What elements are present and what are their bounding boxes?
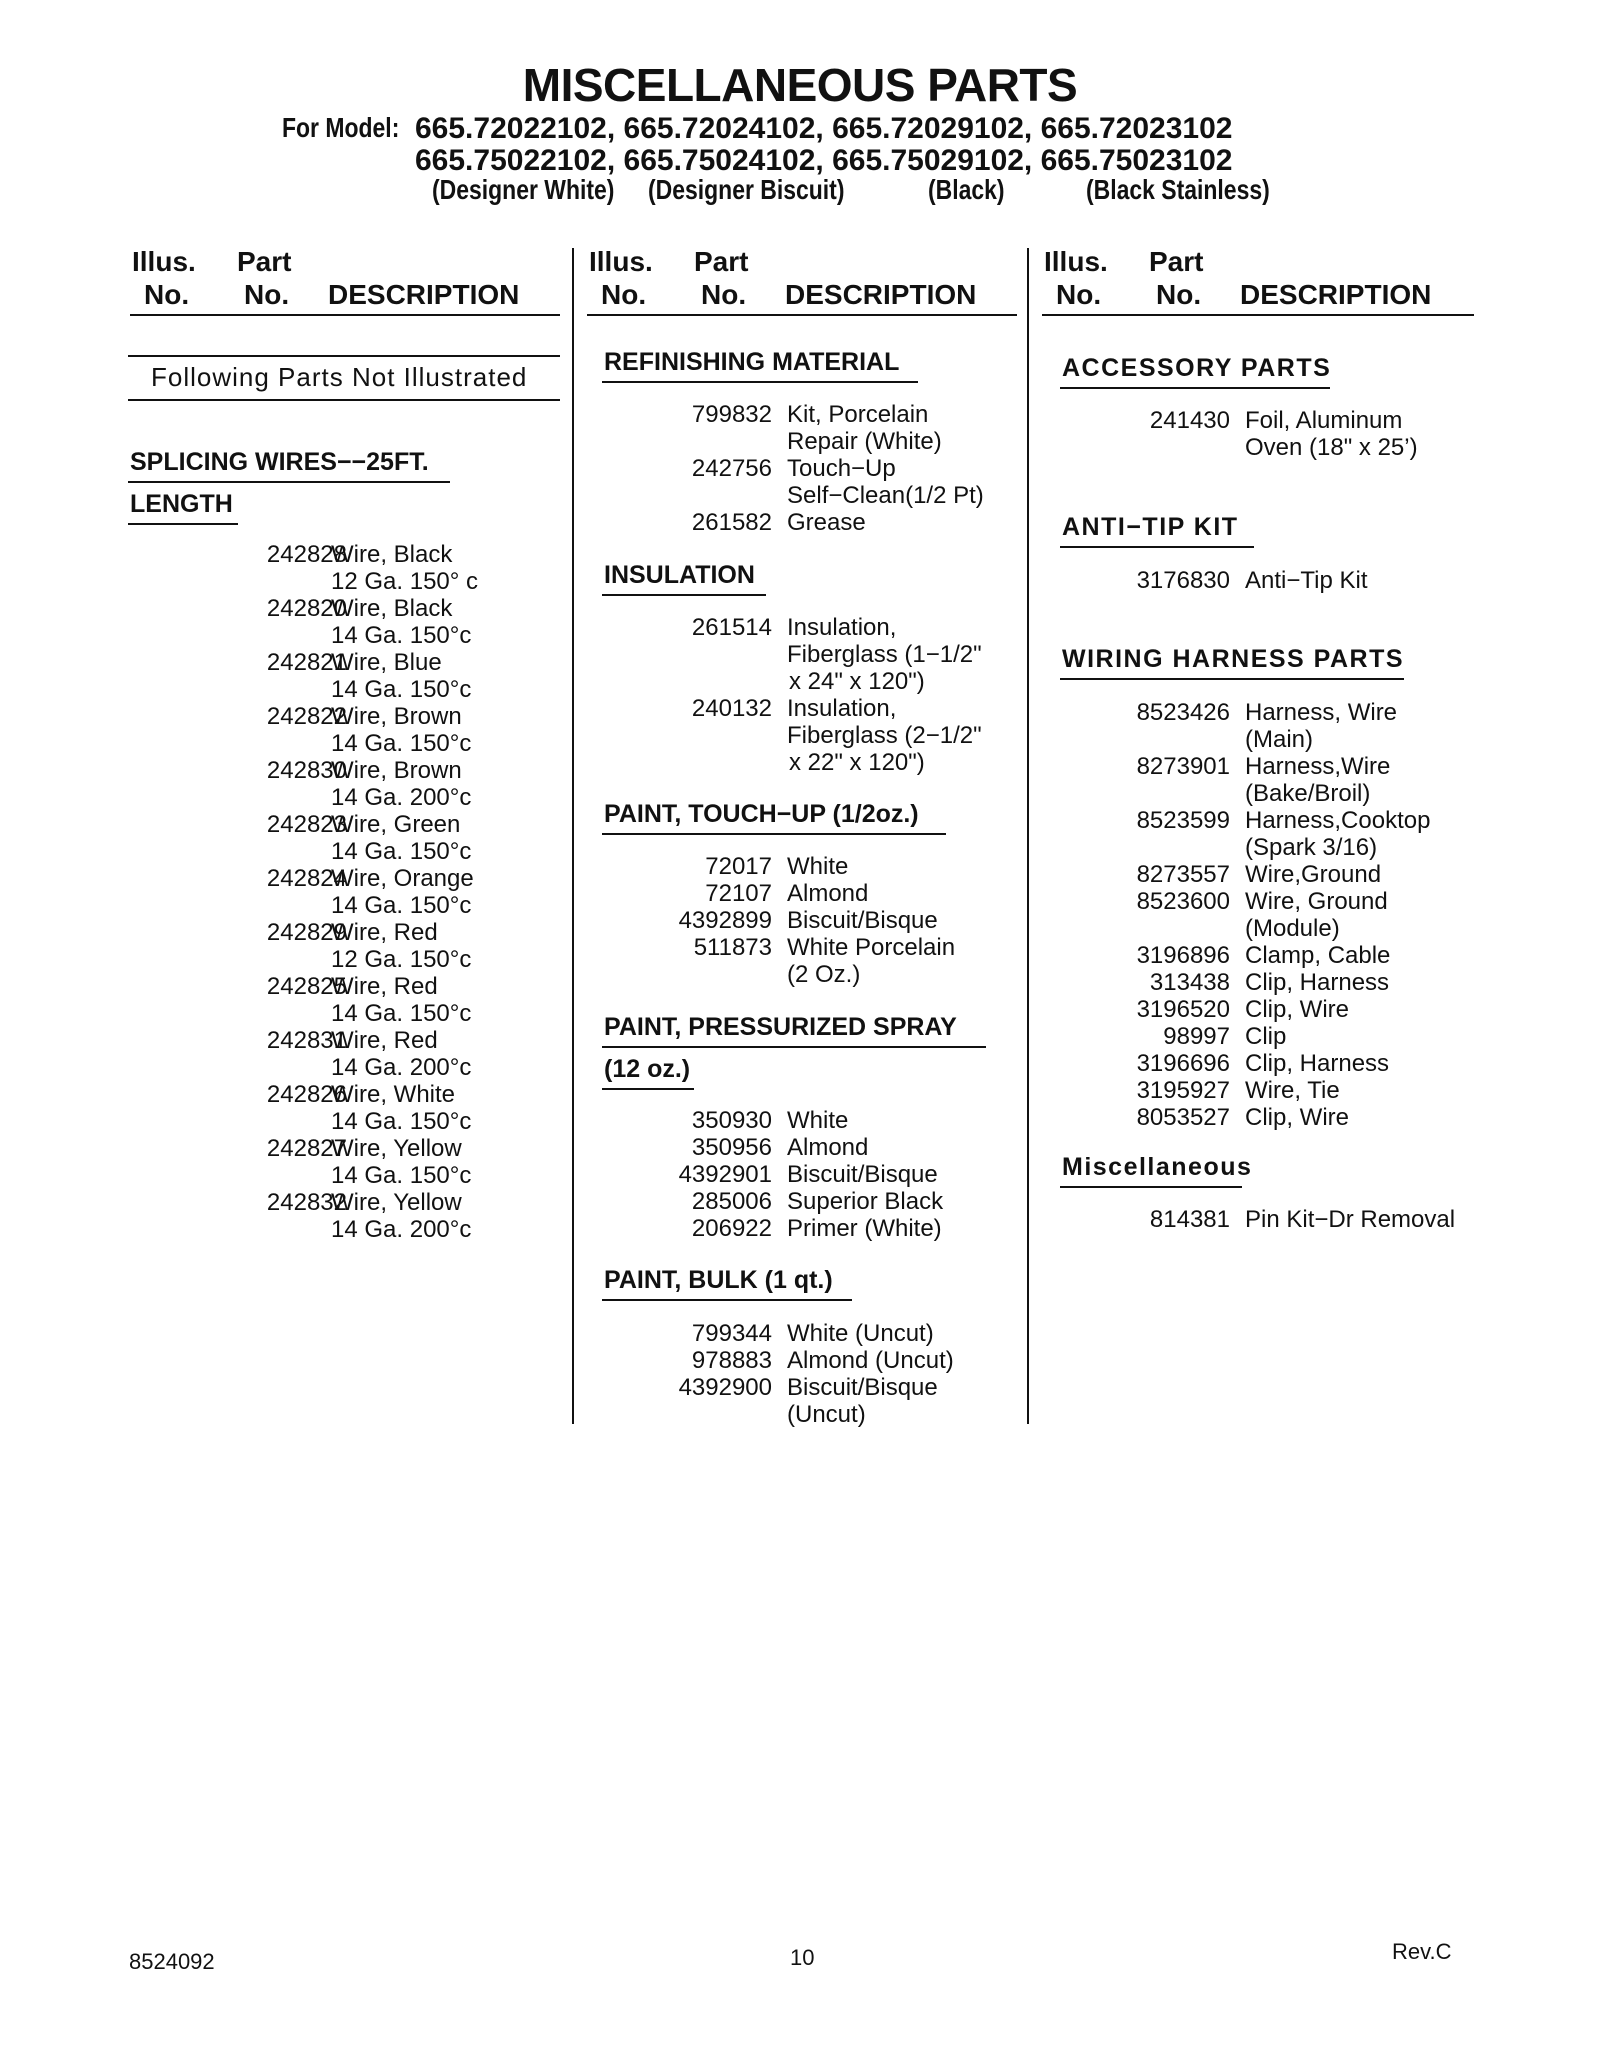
- part-description: Clip, Harness: [1245, 1050, 1390, 1077]
- part-description: Almond (Uncut): [787, 1347, 954, 1374]
- part-description: 14 Ga. 150°c: [331, 1108, 472, 1135]
- section-title: LENGTH: [130, 490, 233, 518]
- part-header: Part: [694, 246, 749, 277]
- section-title: WIRING HARNESS PARTS: [1062, 645, 1405, 673]
- part-description: Repair (White): [787, 428, 942, 455]
- part-number: 3196696: [1136, 1050, 1230, 1077]
- part-description: Wire, Blue: [331, 649, 442, 676]
- document-number: 8524092: [129, 1949, 215, 1974]
- part-number: 261582: [691, 509, 772, 536]
- part-number: 98997: [1163, 1023, 1230, 1050]
- column-divider: [572, 248, 574, 1424]
- part-number: 242831: [266, 1027, 347, 1054]
- header-rule: [1042, 314, 1474, 316]
- part-number: 4392900: [678, 1374, 772, 1401]
- model-list-line-1: 665.72022102, 665.72024102, 665.72029102, 665.72023102: [415, 112, 1233, 145]
- part-number: 350930: [691, 1107, 772, 1134]
- section-rule: [128, 523, 238, 525]
- part-description: 14 Ga. 150°c: [331, 1162, 472, 1189]
- finish-black-stainless: (Black Stainless): [1086, 174, 1270, 205]
- part-header: No.: [1156, 279, 1202, 310]
- part-number: 242820: [266, 595, 347, 622]
- section-rule: [602, 381, 918, 383]
- part-description: 14 Ga. 150°c: [331, 838, 472, 865]
- part-description: Wire, Ground: [1245, 888, 1388, 915]
- part-description: Insulation,: [787, 695, 897, 722]
- part-description: x 24" x 120"): [789, 668, 925, 695]
- part-description: 14 Ga. 150°c: [331, 730, 472, 757]
- section-title: PAINT, TOUCH−UP (1/2oz.): [604, 800, 919, 828]
- section-title: Miscellaneous: [1062, 1153, 1253, 1181]
- description-header: DESCRIPTION: [785, 279, 977, 310]
- part-description: Anti−Tip Kit: [1245, 567, 1368, 594]
- part-number: 350956: [691, 1134, 772, 1161]
- part-description: Wire, White: [331, 1081, 456, 1108]
- part-header: Part: [237, 246, 292, 277]
- column-divider: [1027, 248, 1029, 1424]
- section-rule: [1060, 678, 1404, 680]
- finish-designer-biscuit: (Designer Biscuit): [648, 174, 845, 205]
- part-description: Foil, Aluminum: [1245, 407, 1403, 434]
- part-number: 240132: [691, 695, 772, 722]
- section-rule: [128, 481, 450, 483]
- part-description: 14 Ga. 150°c: [331, 676, 472, 703]
- part-number: 242824: [266, 865, 347, 892]
- part-number: 241430: [1149, 407, 1230, 434]
- illus-header: No.: [144, 279, 190, 310]
- part-number: 8523599: [1136, 807, 1230, 834]
- finish-black: (Black): [928, 174, 1005, 205]
- part-number: 8273901: [1136, 753, 1230, 780]
- part-header: No.: [701, 279, 747, 310]
- part-description: Almond: [787, 880, 869, 907]
- part-description: Harness,Wire: [1245, 753, 1391, 780]
- part-description: 12 Ga. 150° c: [331, 568, 479, 595]
- section-title: REFINISHING MATERIAL: [604, 348, 900, 376]
- part-description: Clip, Wire: [1245, 996, 1350, 1023]
- part-description: (Bake/Broil): [1245, 780, 1371, 807]
- section-rule: [602, 1088, 694, 1090]
- section-rule: [128, 399, 560, 401]
- part-description: x 22" x 120"): [789, 749, 925, 776]
- part-description: Wire, Brown: [331, 757, 462, 784]
- part-description: 14 Ga. 200°c: [331, 1216, 472, 1243]
- part-description: (Module): [1245, 915, 1340, 942]
- section-title: ACCESSORY PARTS: [1062, 354, 1332, 382]
- part-description: Superior Black: [787, 1188, 944, 1215]
- section-rule: [602, 594, 766, 596]
- part-description: Fiberglass (1−1/2": [787, 641, 982, 668]
- part-description: Harness, Wire: [1245, 699, 1398, 726]
- part-number: 4392899: [678, 907, 772, 934]
- illus-header: Illus.: [132, 246, 196, 277]
- revision: Rev.C: [1392, 1939, 1452, 1964]
- part-description: (Uncut): [787, 1401, 866, 1428]
- part-description: Insulation,: [787, 614, 897, 641]
- part-number: 3196520: [1136, 996, 1230, 1023]
- part-description: Wire, Green: [331, 811, 461, 838]
- section-rule: [128, 355, 560, 357]
- part-number: 242823: [266, 811, 347, 838]
- part-description: Clip, Wire: [1245, 1104, 1350, 1131]
- section-title: PAINT, BULK (1 qt.): [604, 1266, 833, 1294]
- part-number: 72017: [705, 853, 772, 880]
- illus-header: No.: [601, 279, 647, 310]
- description-header: DESCRIPTION: [1240, 279, 1432, 310]
- section-rule: [1060, 387, 1330, 389]
- part-number: 8273557: [1136, 861, 1230, 888]
- part-number: 799832: [691, 401, 772, 428]
- part-number: 3195927: [1136, 1077, 1230, 1104]
- part-number: 242829: [266, 919, 347, 946]
- part-description: Wire, Brown: [331, 703, 462, 730]
- part-description: (Main): [1245, 726, 1314, 753]
- part-description: Pin Kit−Dr Removal: [1245, 1206, 1456, 1233]
- part-description: Biscuit/Bisque: [787, 1161, 938, 1188]
- finish-designer-white: (Designer White): [432, 174, 615, 205]
- illus-header: No.: [1056, 279, 1102, 310]
- part-description: Wire, Tie: [1245, 1077, 1340, 1104]
- header-rule: [587, 314, 1017, 316]
- section-title: (12 oz.): [604, 1055, 691, 1083]
- part-description: (2 Oz.): [787, 961, 861, 988]
- part-description: Wire, Red: [331, 973, 438, 1000]
- part-number: 242830: [266, 757, 347, 784]
- illus-header: Illus.: [1044, 246, 1108, 277]
- part-description: Wire,Ground: [1245, 861, 1382, 888]
- part-number: 242822: [266, 703, 347, 730]
- part-number: 242832: [266, 1189, 347, 1216]
- part-description: Wire, Yellow: [331, 1135, 462, 1162]
- section-rule: [1060, 1186, 1242, 1188]
- part-description: Wire, Yellow: [331, 1189, 462, 1216]
- part-number: 799344: [691, 1320, 772, 1347]
- part-description: Fiberglass (2−1/2": [787, 722, 982, 749]
- part-number: 261514: [691, 614, 772, 641]
- section-rule: [602, 833, 946, 835]
- part-description: 14 Ga. 200°c: [331, 1054, 472, 1081]
- model-label: For Model:: [282, 112, 400, 143]
- part-description: Oven (18" x 25’): [1245, 434, 1418, 461]
- header-rule: [130, 314, 560, 316]
- page-number: 10: [790, 1945, 815, 1970]
- part-description: 14 Ga. 150°c: [331, 622, 472, 649]
- part-description: 12 Ga. 150°c: [331, 946, 472, 973]
- section-title: PAINT, PRESSURIZED SPRAY: [604, 1013, 957, 1041]
- not-illustrated-note: Following Parts Not Illustrated: [151, 362, 528, 392]
- part-description: Almond: [787, 1134, 869, 1161]
- part-description: Wire, Red: [331, 1027, 438, 1054]
- part-description: Clamp, Cable: [1245, 942, 1391, 969]
- part-description: Primer (White): [787, 1215, 942, 1242]
- part-number: 242827: [266, 1135, 347, 1162]
- part-description: Harness,Cooktop: [1245, 807, 1431, 834]
- part-description: Self−Clean(1/2 Pt): [787, 482, 984, 509]
- part-description: Clip, Harness: [1245, 969, 1390, 996]
- part-description: 14 Ga. 200°c: [331, 784, 472, 811]
- part-number: 242826: [266, 1081, 347, 1108]
- part-number: 242825: [266, 973, 347, 1000]
- part-description: White (Uncut): [787, 1320, 934, 1347]
- part-header: Part: [1149, 246, 1204, 277]
- part-description: Kit, Porcelain: [787, 401, 929, 428]
- part-description: Touch−Up: [787, 455, 896, 482]
- part-number: 8523600: [1136, 888, 1230, 915]
- illus-header: Illus.: [589, 246, 653, 277]
- part-description: Wire, Black: [331, 595, 453, 622]
- part-number: 3196896: [1136, 942, 1230, 969]
- part-header: No.: [244, 279, 290, 310]
- part-description: White: [787, 853, 849, 880]
- part-description: (Spark 3/16): [1245, 834, 1378, 861]
- part-description: White Porcelain: [787, 934, 956, 961]
- part-description: White: [787, 1107, 849, 1134]
- part-description: Wire, Orange: [331, 865, 474, 892]
- description-header: DESCRIPTION: [328, 279, 520, 310]
- part-number: 242828: [266, 541, 347, 568]
- part-description: Clip: [1245, 1023, 1287, 1050]
- part-number: 511873: [693, 934, 772, 961]
- section-title: INSULATION: [604, 561, 755, 589]
- part-number: 8053527: [1136, 1104, 1230, 1131]
- part-number: 978883: [691, 1347, 772, 1374]
- part-description: Biscuit/Bisque: [787, 907, 938, 934]
- section-rule: [602, 1046, 986, 1048]
- section-title: SPLICING WIRES−−25FT.: [130, 448, 429, 476]
- part-number: 4392901: [678, 1161, 772, 1188]
- page-title: MISCELLANEOUS PARTS: [522, 59, 1078, 111]
- model-list-line-2: 665.75022102, 665.75024102, 665.75029102, 665.75023102: [415, 144, 1233, 177]
- part-description: Wire, Black: [331, 541, 453, 568]
- part-number: 814381: [1149, 1206, 1230, 1233]
- part-description: Wire, Red: [331, 919, 438, 946]
- part-number: 242756: [691, 455, 772, 482]
- part-number: 206922: [691, 1215, 772, 1242]
- part-description: Biscuit/Bisque: [787, 1374, 938, 1401]
- part-number: 8523426: [1136, 699, 1230, 726]
- part-number: 72107: [705, 880, 772, 907]
- section-rule: [602, 1299, 852, 1301]
- part-number: 3176830: [1136, 567, 1230, 594]
- part-number: 313438: [1149, 969, 1230, 996]
- part-description: Grease: [787, 509, 866, 536]
- part-description: 14 Ga. 150°c: [331, 1000, 472, 1027]
- part-number: 242821: [266, 649, 347, 676]
- section-title: ANTI−TIP KIT: [1062, 513, 1239, 541]
- section-rule: [1060, 546, 1254, 548]
- part-description: 14 Ga. 150°c: [331, 892, 472, 919]
- part-number: 285006: [691, 1188, 772, 1215]
